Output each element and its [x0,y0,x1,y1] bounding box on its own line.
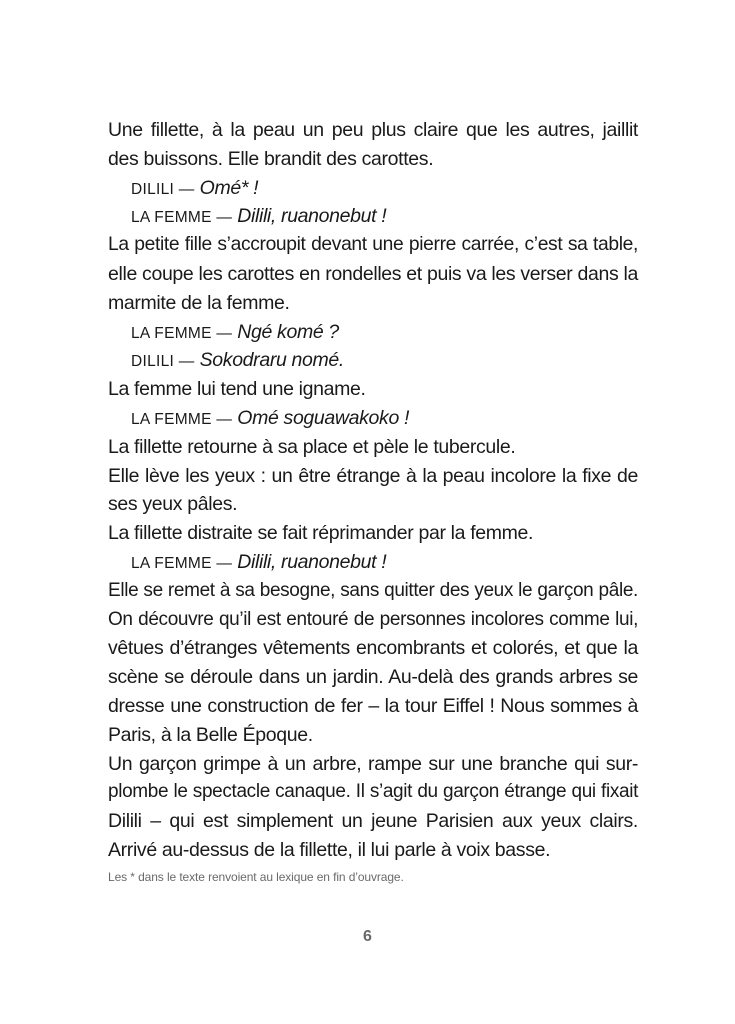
speech-text: Dilili, ruanonebut ! [237,205,387,228]
dialogue-line [108,346,638,375]
speech-text: Omé soguawakoko ! [237,406,410,429]
paragraph-line: Dilili – qui est simplement un jeune Parisien aux yeux clairs. [108,810,638,833]
speaker-name: LA FEMME — [131,209,233,227]
paragraph-line: La femme lui tend une igname. [108,378,366,401]
paragraph-line: scène se déroule dans un jardin. Au-delà des grands arbres se [108,666,638,689]
page-number: 6 [363,928,372,945]
speaker-name: LA FEMME — [131,324,233,342]
paragraph-line: On découvre qu’il est entouré de personnes incolores comme lui, [108,608,638,630]
paragraph-line: La fillette distraite se fait réprimander par la femme. [108,522,534,545]
paragraph-line: La fillette retourne à sa place et pèle le tubercule. [108,435,516,458]
speech-text: Ngé komé ? [237,320,339,343]
paragraph-line: elle coupe les carottes en rondelles et puis va les verser dans la [108,262,638,285]
paragraph-line: marmite de la femme. [108,291,290,314]
paragraph-line: dresse une construction de fer – la tour Eiffel ! Nous sommes à [108,694,638,717]
dialogue-line [108,404,638,433]
text-block [108,116,638,865]
speaker-name: LA FEMME — [131,554,233,572]
paragraph-line: Un garçon grimpe à un arbre, rampe sur une branche qui sur- [108,752,638,775]
paragraph-line: ses yeux pâles. [108,493,238,516]
speech-text: Sokodraru nomé. [199,349,344,372]
paragraph-line: plombe le spectacle canaque. Il s’agit du garçon étrange qui fixait [108,781,638,803]
paragraph-line: Arrivé au-dessus de la fillette, il lui parle à voix basse. [108,838,551,861]
speech-text: Dilili, ruanonebut ! [237,550,387,573]
paragraph-line: Elle se remet à sa besogne, sans quitter des yeux le garçon pâle. [108,579,638,601]
dialogue-line [108,202,638,231]
speaker-name: DILILI — [131,180,195,198]
paragraph-line: Une fillette, à la peau un peu plus claire que les autres, jaillit [108,119,638,141]
paragraph-line: Paris, à la Belle Époque. [108,723,313,746]
speaker-name: LA FEMME — [131,410,233,428]
speaker-name: DILILI — [131,353,195,371]
paragraph-line: La petite fille s’accroupit devant une pierre carrée, c’est sa table, [108,234,638,256]
speech-text: Omé* ! [199,176,259,199]
page-body [108,116,638,885]
dialogue-line [108,318,638,347]
dialogue-line [108,174,638,203]
footnote: Les * dans le texte renvoient au lexique en fin d’ouvrage. [108,869,404,884]
dialogue-line [108,548,638,577]
paragraph-line: des buissons. Elle brandit des carottes. [108,147,434,170]
paragraph-line: Elle lève les yeux : un être étrange à la peau incolore la fixe de [108,464,638,487]
paragraph-line: vêtues d’étranges vêtements encombrants et colorés, et que la [108,637,638,660]
